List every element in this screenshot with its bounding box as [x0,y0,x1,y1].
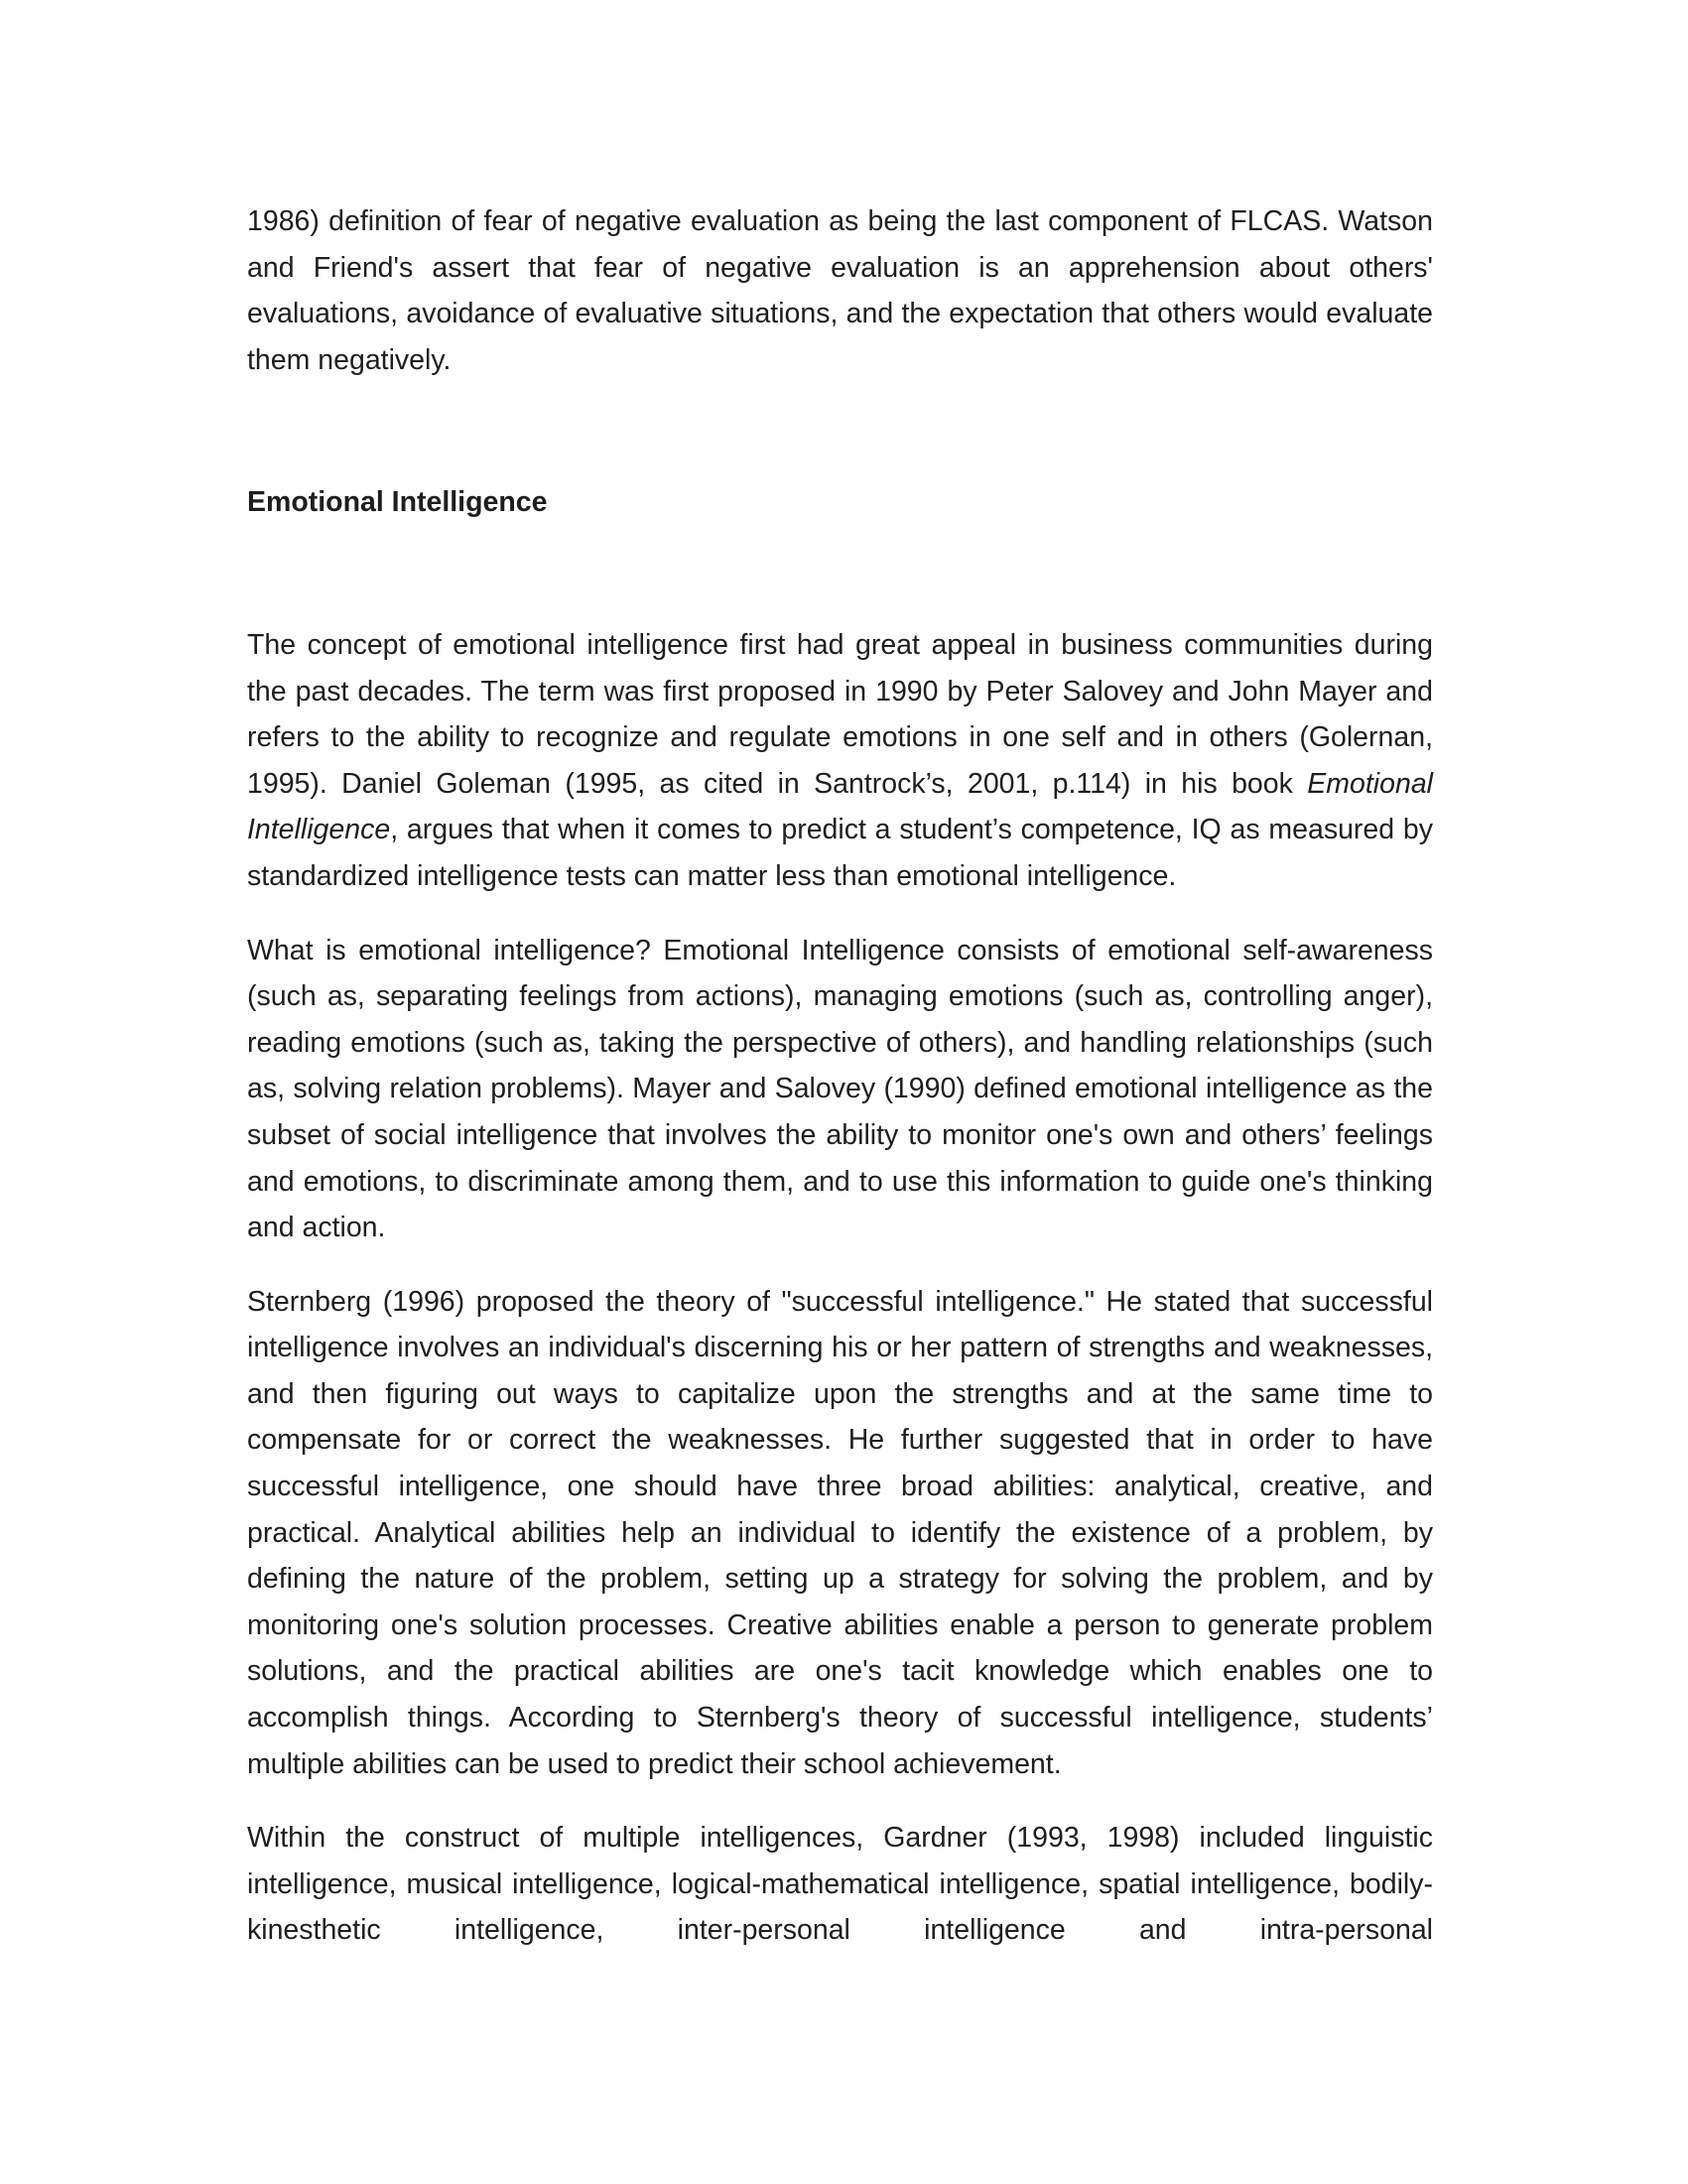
section-heading: Emotional Intelligence [247,486,548,519]
paragraph-text-part-2: , argues that when it comes to predict a student’s competence, IQ as measured by standardized intelligence tests can matter less than emotional intelligence. [247,814,1433,892]
paragraph-successful-intelligence: Sternberg (1996) proposed the theory of "successful intelligence." He stated that successful intelligence involves an individual's discerning his or her pattern of strengths and weaknesses, and then figuring out ways to capitalize upon the strengths and at the same time to compensate for or correct the weaknesses. He further suggested that in order to have successful intelligence, one should have three broad abilities: analytical, creative, and practical. Analytical abilities help an individual to identify the existence of a problem, by defining the nature of the problem, setting up a strategy for solving the problem, and by monitoring one's solution processes. Creative abilities enable a person to generate problem solutions, and the practical abilities are one's tacit knowledge which enables one to accomplish things. According to Sternberg's theory of successful intelligence, students’ multiple abilities can be used to predict their school achievement. [247,1285,1433,1780]
paragraph-multiple-intelligences: Within the construct of multiple intelligences, Gardner (1993, 1998) included linguistic intelligence, musical intelligence, logical-mathematical intelligence, spatial intelligence, bodily-kinesthetic intelligence, inter-personal intelligence and intra-personal [247,1822,1433,1947]
paragraph-text-part-1: The concept of emotional intelligence first had great appeal in business communities during the past decades. The term was first proposed in 1990 by Peter Salovey and John Mayer and refers to the ability to recognize and regulate emotions in one self and in others (Golernan, 1995). Daniel Goleman (1995, as cited in Santrock’s, 2001, p.114) in his book [247,628,1433,800]
paragraph-what-is-emotional-intelligence: What is emotional intelligence? Emotional Intelligence consists of emotional self-awareness (such as, separating feelings from actions), managing emotions (such as, controlling anger), reading emotions (such as, taking the perspective of others), and handling relationships (such as, solving relation problems). Mayer and Salovey (1990) defined emotional intelligence as the subset of social intelligence that involves the ability to monitor one's own and others’ feelings and emotions, to discriminate among them, and to use this information to guide one's thinking and action. [247,934,1433,1244]
book-title: Emotional Intelligence [247,767,1433,846]
document-page [247,198,1433,1954]
paragraph-concept-of-emotional-intelligence [247,622,1433,900]
paragraph-fear-of-negative-evaluation: 1986) definition of fear of negative evaluation as being the last component of FLCAS. Watson and Friend's assert that fear of negative evaluation is an apprehension about others' evaluations, avoidance of evaluative situations, and the expectation that others would evaluate them negatively. [247,205,1433,376]
